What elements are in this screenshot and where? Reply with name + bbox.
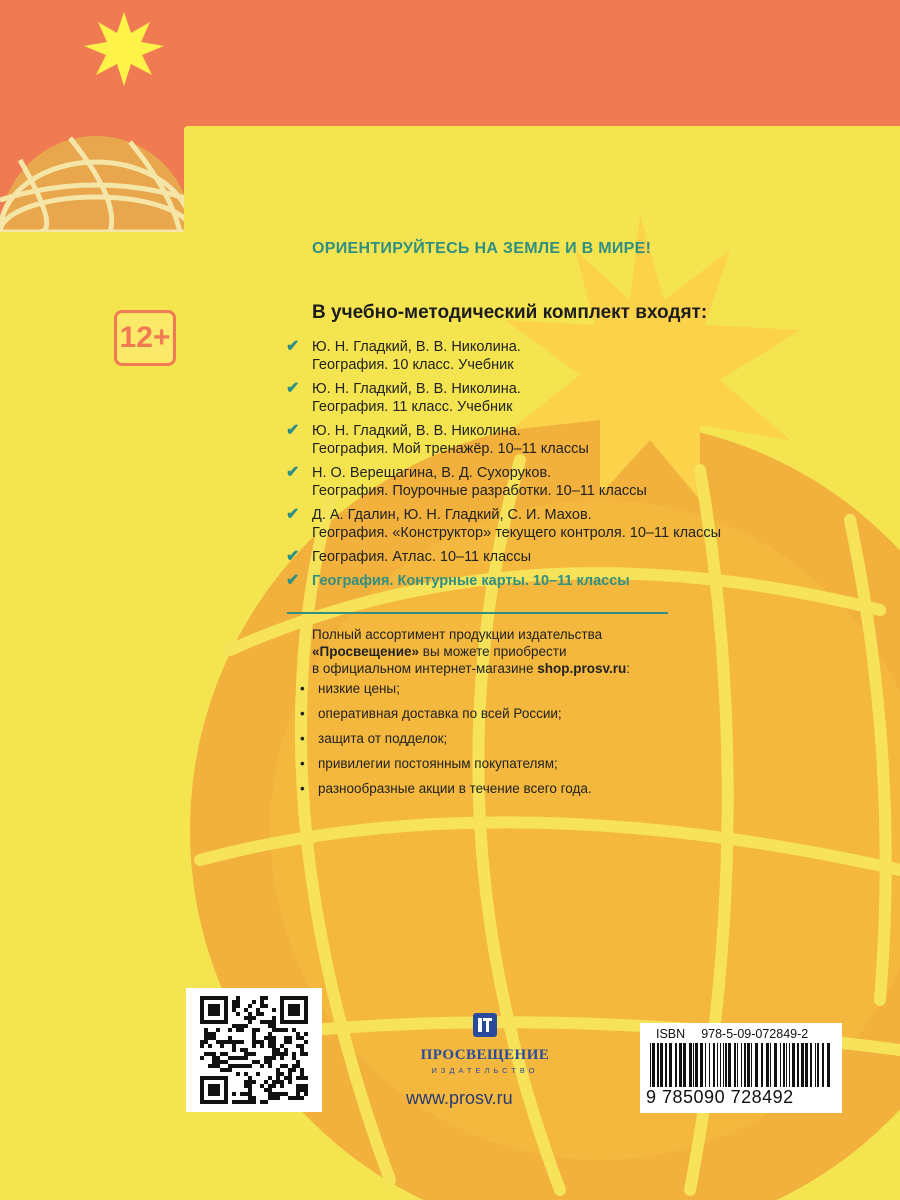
kit-item-authors: Д. А. Гдалин, Ю. Н. Гладкий, С. И. Махов. — [312, 507, 592, 523]
bullet-icon: • — [300, 706, 305, 721]
kit-item-title: География. Мой тренажёр. 10–11 классы — [312, 441, 589, 457]
kit-item-authors: Ю. Н. Гладкий, В. В. Николина. — [312, 339, 521, 355]
shop-site-link[interactable]: shop.prosv.ru — [537, 661, 627, 676]
kit-item-authors: Ю. Н. Гладкий, В. В. Николина. — [312, 381, 521, 397]
checkmark-icon: ✔ — [286, 548, 300, 565]
benefit-item: • защита от подделок; — [300, 731, 448, 746]
kit-item-highlighted — [286, 572, 806, 590]
bullet-icon: • — [300, 681, 305, 696]
shop-intro — [312, 626, 732, 677]
kit-item-title: География. 10 класс. Учебник — [312, 357, 514, 373]
kit-list — [286, 338, 806, 596]
benefit-item: • низкие цены; — [300, 681, 400, 696]
checkmark-icon: ✔ — [286, 464, 300, 481]
section-divider — [287, 612, 668, 614]
shop-intro-line: Полный ассортимент продукции издательства — [312, 627, 603, 642]
kit-item-title: География. Контурные карты. 10–11 классы — [312, 573, 630, 589]
kit-item — [286, 380, 806, 416]
kit-item — [286, 338, 806, 374]
slogan-heading: ОРИЕНТИРУЙТЕСЬ НА ЗЕМЛЕ И В МИРЕ! — [312, 240, 652, 257]
benefit-item: • оперативная доставка по всей России; — [300, 706, 562, 721]
kit-item-authors: Ю. Н. Гладкий, В. В. Николина. — [312, 423, 521, 439]
age-rating-badge: 12+ — [114, 310, 176, 366]
kit-item — [286, 506, 806, 542]
checkmark-icon: ✔ — [286, 422, 300, 439]
isbn-barcode — [640, 1023, 842, 1113]
benefit-item: • привилегии постоянным покупателям; — [300, 756, 558, 771]
isbn-number: 978-5-09-072849-2 — [701, 1027, 809, 1041]
qr-code-icon — [200, 996, 308, 1104]
publisher-subtitle: ИЗДАТЕЛЬСТВО — [431, 1066, 539, 1075]
kit-item — [286, 422, 806, 458]
publisher-emblem-icon — [472, 1012, 498, 1038]
publisher-logo — [380, 1012, 590, 1075]
qr-code[interactable] — [186, 988, 322, 1112]
shop-intro-line: «Просвещение» вы можете приобрести — [312, 644, 567, 659]
kit-item — [286, 548, 806, 566]
benefits-list — [300, 680, 592, 805]
bullet-icon: • — [300, 781, 305, 796]
kit-item — [286, 464, 806, 500]
checkmark-icon: ✔ — [286, 338, 300, 355]
kit-item-authors: Н. О. Верещагина, В. Д. Сухоруков. — [312, 465, 552, 481]
kit-item-title: География. Поурочные разработки. 10–11 классы — [312, 483, 647, 499]
top-globe-icon — [0, 136, 192, 328]
kit-title: В учебно-методический комплект входят: — [312, 302, 708, 323]
publisher-website-link[interactable]: www.prosv.ru — [406, 1088, 513, 1108]
publisher-bold: «Просвещение» — [312, 644, 420, 659]
benefit-item: • разнообразные акции в течение всего года. — [300, 781, 592, 796]
bullet-icon: • — [300, 731, 305, 746]
bullet-icon: • — [300, 756, 305, 771]
isbn-label: ISBN — [656, 1027, 686, 1041]
barcode-digits: 9 785090 728492 — [646, 1087, 794, 1107]
shop-intro-line: в официальном интернет-магазине shop.prosv.ru: — [312, 661, 631, 676]
publisher-name: ПРОСВЕЩЕНИЕ — [420, 1047, 550, 1063]
checkmark-icon: ✔ — [286, 506, 300, 523]
kit-item-title: География. Атлас. 10–11 классы — [312, 549, 532, 565]
isbn-line — [646, 1027, 836, 1041]
checkmark-icon: ✔ — [286, 380, 300, 397]
small-star-icon — [84, 12, 164, 86]
checkmark-icon: ✔ — [286, 572, 300, 589]
barcode-bars-icon — [646, 1043, 836, 1089]
kit-item-title: География. «Конструктор» текущего контроля. 10–11 классы — [312, 525, 722, 541]
kit-item-title: География. 11 класс. Учебник — [312, 399, 513, 415]
